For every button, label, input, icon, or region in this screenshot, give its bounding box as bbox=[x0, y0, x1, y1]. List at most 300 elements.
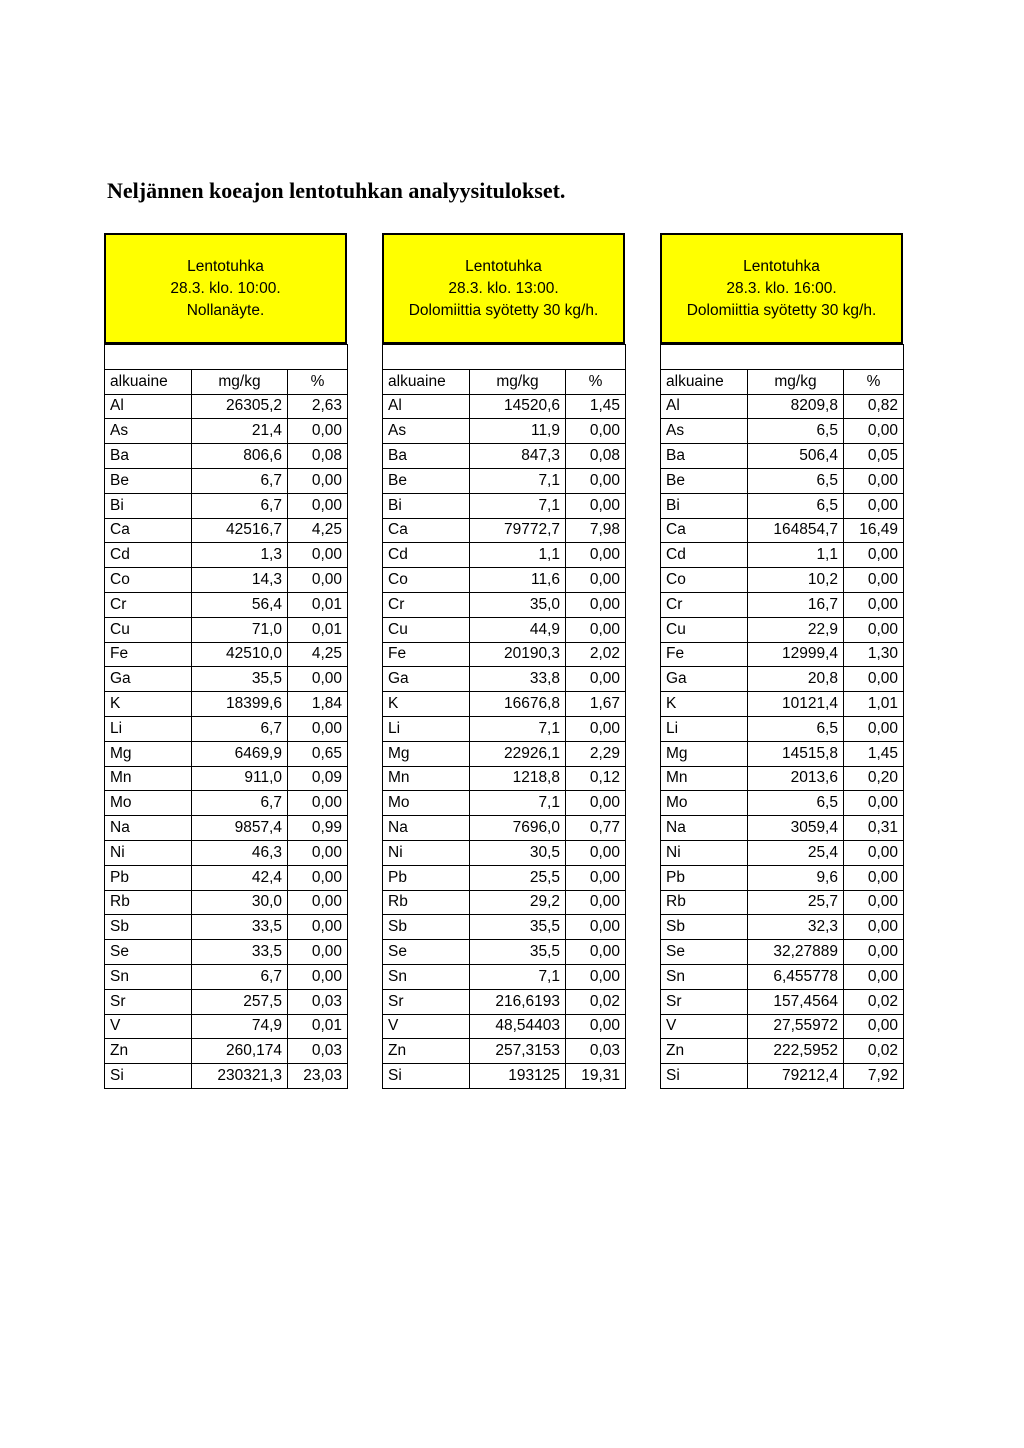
element-cell: Li bbox=[661, 716, 748, 741]
percent-cell: 0,03 bbox=[566, 1039, 626, 1064]
percent-cell: 4,25 bbox=[288, 518, 348, 543]
table-row bbox=[661, 741, 904, 766]
mgkg-cell: 7,1 bbox=[470, 791, 566, 816]
element-cell: Sn bbox=[383, 964, 470, 989]
percent-cell: 0,00 bbox=[844, 915, 904, 940]
table-row bbox=[383, 568, 626, 593]
table-row bbox=[661, 667, 904, 692]
percent-cell: 0,05 bbox=[844, 444, 904, 469]
percent-cell: 1,84 bbox=[288, 692, 348, 717]
element-table bbox=[104, 344, 348, 1089]
element-cell: Co bbox=[105, 568, 192, 593]
element-cell: As bbox=[105, 419, 192, 444]
element-cell: Al bbox=[661, 394, 748, 419]
element-cell: Cr bbox=[105, 592, 192, 617]
table-row bbox=[105, 642, 348, 667]
table-row bbox=[661, 791, 904, 816]
percent-cell: 0,00 bbox=[844, 840, 904, 865]
mgkg-cell: 257,5 bbox=[192, 989, 288, 1014]
percent-cell: 0,00 bbox=[566, 493, 626, 518]
table-row bbox=[383, 468, 626, 493]
element-cell: Rb bbox=[383, 890, 470, 915]
mgkg-cell: 506,4 bbox=[748, 444, 844, 469]
percent-cell: 16,49 bbox=[844, 518, 904, 543]
table-row bbox=[105, 940, 348, 965]
table-row bbox=[105, 568, 348, 593]
percent-cell: 0,00 bbox=[844, 890, 904, 915]
percent-cell: 0,00 bbox=[288, 890, 348, 915]
mgkg-cell: 7,1 bbox=[470, 493, 566, 518]
percent-cell: 0,00 bbox=[844, 617, 904, 642]
spacer bbox=[661, 345, 904, 370]
percent-cell: 0,00 bbox=[288, 419, 348, 444]
percent-cell: 0,31 bbox=[844, 816, 904, 841]
element-cell: Ga bbox=[661, 667, 748, 692]
percent-cell: 0,00 bbox=[566, 419, 626, 444]
element-cell: Ca bbox=[661, 518, 748, 543]
element-cell: Mo bbox=[661, 791, 748, 816]
sample-header-line: 28.3. klo. 13:00. bbox=[448, 279, 559, 297]
mgkg-cell: 10,2 bbox=[748, 568, 844, 593]
table-row bbox=[383, 816, 626, 841]
element-cell: Mg bbox=[661, 741, 748, 766]
table-row bbox=[661, 816, 904, 841]
table-row bbox=[383, 493, 626, 518]
mgkg-cell: 6,7 bbox=[192, 791, 288, 816]
table-row bbox=[661, 468, 904, 493]
element-cell: Sb bbox=[105, 915, 192, 940]
table-row bbox=[105, 915, 348, 940]
mgkg-cell: 9,6 bbox=[748, 865, 844, 890]
element-cell: Se bbox=[661, 940, 748, 965]
table-row bbox=[383, 419, 626, 444]
table-row bbox=[661, 716, 904, 741]
percent-cell: 0,00 bbox=[844, 716, 904, 741]
percent-cell: 0,00 bbox=[288, 543, 348, 568]
element-cell: Mo bbox=[383, 791, 470, 816]
table-row bbox=[661, 617, 904, 642]
element-cell: Be bbox=[105, 468, 192, 493]
percent-cell: 0,00 bbox=[844, 468, 904, 493]
percent-cell: 19,31 bbox=[566, 1064, 626, 1089]
sample-header bbox=[104, 233, 347, 344]
element-cell: Pb bbox=[661, 865, 748, 890]
table-row bbox=[105, 468, 348, 493]
percent-cell: 0,82 bbox=[844, 394, 904, 419]
column-header-pct: % bbox=[844, 369, 904, 394]
table-row bbox=[383, 865, 626, 890]
element-cell: Sr bbox=[105, 989, 192, 1014]
mgkg-cell: 42510,0 bbox=[192, 642, 288, 667]
mgkg-cell: 20190,3 bbox=[470, 642, 566, 667]
percent-cell: 0,00 bbox=[844, 1014, 904, 1039]
results-tables bbox=[0, 233, 1024, 1103]
sample-header-line: 28.3. klo. 16:00. bbox=[726, 279, 837, 297]
table-row bbox=[661, 1064, 904, 1089]
element-cell: Bi bbox=[383, 493, 470, 518]
mgkg-cell: 16676,8 bbox=[470, 692, 566, 717]
mgkg-cell: 25,4 bbox=[748, 840, 844, 865]
table-row bbox=[105, 964, 348, 989]
element-cell: Bi bbox=[661, 493, 748, 518]
column-header-row bbox=[661, 369, 904, 394]
mgkg-cell: 35,0 bbox=[470, 592, 566, 617]
table-row bbox=[105, 816, 348, 841]
element-cell: As bbox=[661, 419, 748, 444]
column-header-pct: % bbox=[288, 369, 348, 394]
percent-cell: 0,02 bbox=[566, 989, 626, 1014]
table-row bbox=[383, 543, 626, 568]
element-cell: Rb bbox=[661, 890, 748, 915]
mgkg-cell: 14520,6 bbox=[470, 394, 566, 419]
percent-cell: 2,02 bbox=[566, 642, 626, 667]
mgkg-cell: 6,5 bbox=[748, 493, 844, 518]
percent-cell: 0,00 bbox=[844, 865, 904, 890]
percent-cell: 7,98 bbox=[566, 518, 626, 543]
percent-cell: 0,01 bbox=[288, 592, 348, 617]
table-row bbox=[105, 741, 348, 766]
element-cell: Fe bbox=[661, 642, 748, 667]
table-row bbox=[661, 568, 904, 593]
percent-cell: 0,02 bbox=[844, 1039, 904, 1064]
table-row bbox=[383, 444, 626, 469]
table-row bbox=[383, 766, 626, 791]
mgkg-cell: 10121,4 bbox=[748, 692, 844, 717]
element-cell: Mn bbox=[661, 766, 748, 791]
mgkg-cell: 21,4 bbox=[192, 419, 288, 444]
table-row bbox=[661, 989, 904, 1014]
mgkg-cell: 8209,8 bbox=[748, 394, 844, 419]
sample-header-line: Nollanäyte. bbox=[186, 301, 265, 319]
mgkg-cell: 230321,3 bbox=[192, 1064, 288, 1089]
table-row bbox=[383, 667, 626, 692]
table-row bbox=[105, 617, 348, 642]
mgkg-cell: 6,5 bbox=[748, 419, 844, 444]
table-row bbox=[383, 840, 626, 865]
element-cell: Fe bbox=[105, 642, 192, 667]
element-cell: Se bbox=[105, 940, 192, 965]
element-cell: Cr bbox=[383, 592, 470, 617]
element-cell: Rb bbox=[105, 890, 192, 915]
table-row bbox=[661, 865, 904, 890]
percent-cell: 0,00 bbox=[566, 915, 626, 940]
element-cell: Si bbox=[661, 1064, 748, 1089]
percent-cell: 7,92 bbox=[844, 1064, 904, 1089]
element-cell: Cd bbox=[383, 543, 470, 568]
mgkg-cell: 7,1 bbox=[470, 716, 566, 741]
sample-header-line: Lentotuhka bbox=[187, 257, 264, 275]
percent-cell: 0,00 bbox=[566, 791, 626, 816]
mgkg-cell: 9857,4 bbox=[192, 816, 288, 841]
table-row bbox=[105, 592, 348, 617]
element-cell: Zn bbox=[383, 1039, 470, 1064]
mgkg-cell: 847,3 bbox=[470, 444, 566, 469]
table-row bbox=[383, 940, 626, 965]
percent-cell: 0,00 bbox=[288, 468, 348, 493]
element-cell: V bbox=[661, 1014, 748, 1039]
element-cell: Pb bbox=[383, 865, 470, 890]
mgkg-cell: 6,455778 bbox=[748, 964, 844, 989]
percent-cell: 0,12 bbox=[566, 766, 626, 791]
mgkg-cell: 16,7 bbox=[748, 592, 844, 617]
table-row bbox=[383, 964, 626, 989]
sample-header-line: Dolomiittia syötetty 30 kg/h. bbox=[408, 301, 599, 319]
percent-cell: 0,08 bbox=[288, 444, 348, 469]
mgkg-cell: 12999,4 bbox=[748, 642, 844, 667]
mgkg-cell: 30,5 bbox=[470, 840, 566, 865]
mgkg-cell: 20,8 bbox=[748, 667, 844, 692]
percent-cell: 0,00 bbox=[566, 617, 626, 642]
mgkg-cell: 7,1 bbox=[470, 964, 566, 989]
mgkg-cell: 6,7 bbox=[192, 468, 288, 493]
element-cell: Ba bbox=[383, 444, 470, 469]
table-row bbox=[661, 419, 904, 444]
mgkg-cell: 35,5 bbox=[192, 667, 288, 692]
mgkg-cell: 6,5 bbox=[748, 791, 844, 816]
percent-cell: 0,00 bbox=[844, 493, 904, 518]
percent-cell: 0,03 bbox=[288, 989, 348, 1014]
element-cell: Bi bbox=[105, 493, 192, 518]
table-row bbox=[661, 1014, 904, 1039]
percent-cell: 0,00 bbox=[566, 890, 626, 915]
table-row bbox=[661, 915, 904, 940]
percent-cell: 0,00 bbox=[566, 667, 626, 692]
table-row bbox=[383, 642, 626, 667]
element-cell: Na bbox=[661, 816, 748, 841]
percent-cell: 0,00 bbox=[288, 493, 348, 518]
mgkg-cell: 56,4 bbox=[192, 592, 288, 617]
element-cell: Mn bbox=[383, 766, 470, 791]
percent-cell: 0,01 bbox=[288, 1014, 348, 1039]
table-row bbox=[661, 543, 904, 568]
mgkg-cell: 30,0 bbox=[192, 890, 288, 915]
element-cell: Ca bbox=[105, 518, 192, 543]
mgkg-cell: 216,6193 bbox=[470, 989, 566, 1014]
mgkg-cell: 48,54403 bbox=[470, 1014, 566, 1039]
mgkg-cell: 3059,4 bbox=[748, 816, 844, 841]
percent-cell: 1,30 bbox=[844, 642, 904, 667]
table-row bbox=[383, 890, 626, 915]
table-row bbox=[105, 791, 348, 816]
percent-cell: 0,00 bbox=[288, 840, 348, 865]
element-cell: Mg bbox=[105, 741, 192, 766]
percent-cell: 0,00 bbox=[566, 1014, 626, 1039]
table-row bbox=[661, 394, 904, 419]
element-cell: Sn bbox=[105, 964, 192, 989]
mgkg-cell: 25,7 bbox=[748, 890, 844, 915]
mgkg-cell: 22926,1 bbox=[470, 741, 566, 766]
mgkg-cell: 74,9 bbox=[192, 1014, 288, 1039]
table-row bbox=[105, 890, 348, 915]
mgkg-cell: 79212,4 bbox=[748, 1064, 844, 1089]
sample-header bbox=[660, 233, 903, 344]
mgkg-cell: 42516,7 bbox=[192, 518, 288, 543]
spacer bbox=[105, 345, 348, 370]
percent-cell: 0,09 bbox=[288, 766, 348, 791]
table-row bbox=[105, 394, 348, 419]
mgkg-cell: 7,1 bbox=[470, 468, 566, 493]
percent-cell: 4,25 bbox=[288, 642, 348, 667]
mgkg-cell: 79772,7 bbox=[470, 518, 566, 543]
table-row bbox=[383, 394, 626, 419]
table-row bbox=[661, 1039, 904, 1064]
column-header-row bbox=[383, 369, 626, 394]
table-row bbox=[105, 493, 348, 518]
percent-cell: 1,67 bbox=[566, 692, 626, 717]
mgkg-cell: 6,7 bbox=[192, 716, 288, 741]
table-row bbox=[383, 1039, 626, 1064]
element-cell: Co bbox=[383, 568, 470, 593]
percent-cell: 0,01 bbox=[288, 617, 348, 642]
percent-cell: 2,29 bbox=[566, 741, 626, 766]
mgkg-cell: 18399,6 bbox=[192, 692, 288, 717]
sample-table-1 bbox=[104, 233, 347, 1089]
mgkg-cell: 46,3 bbox=[192, 840, 288, 865]
mgkg-cell: 27,55972 bbox=[748, 1014, 844, 1039]
percent-cell: 1,45 bbox=[844, 741, 904, 766]
element-cell: Sr bbox=[661, 989, 748, 1014]
element-cell: Cd bbox=[105, 543, 192, 568]
table-row bbox=[661, 493, 904, 518]
mgkg-cell: 1,1 bbox=[748, 543, 844, 568]
percent-cell: 0,00 bbox=[844, 543, 904, 568]
element-cell: Sb bbox=[661, 915, 748, 940]
element-cell: Co bbox=[661, 568, 748, 593]
table-row bbox=[105, 989, 348, 1014]
sample-header-line: Lentotuhka bbox=[743, 257, 820, 275]
element-cell: Li bbox=[383, 716, 470, 741]
sample-header-line: 28.3. klo. 10:00. bbox=[170, 279, 281, 297]
column-header-mgkg: mg/kg bbox=[192, 369, 288, 394]
element-cell: Cr bbox=[661, 592, 748, 617]
table-row bbox=[383, 716, 626, 741]
mgkg-cell: 911,0 bbox=[192, 766, 288, 791]
table-row bbox=[105, 543, 348, 568]
column-header-element: alkuaine bbox=[383, 369, 470, 394]
table-row bbox=[105, 1014, 348, 1039]
table-row bbox=[661, 940, 904, 965]
mgkg-cell: 29,2 bbox=[470, 890, 566, 915]
percent-cell: 0,00 bbox=[288, 667, 348, 692]
table-row bbox=[661, 692, 904, 717]
page-title: Neljännen koeajon lentotuhkan analyysitulokset. bbox=[107, 178, 566, 203]
mgkg-cell: 2013,6 bbox=[748, 766, 844, 791]
table-row bbox=[105, 1064, 348, 1089]
element-cell: Mg bbox=[383, 741, 470, 766]
element-cell: Be bbox=[661, 468, 748, 493]
element-cell: K bbox=[105, 692, 192, 717]
element-cell: V bbox=[105, 1014, 192, 1039]
mgkg-cell: 35,5 bbox=[470, 915, 566, 940]
mgkg-cell: 32,3 bbox=[748, 915, 844, 940]
mgkg-cell: 257,3153 bbox=[470, 1039, 566, 1064]
element-cell: Cu bbox=[383, 617, 470, 642]
table-row bbox=[105, 766, 348, 791]
element-cell: Zn bbox=[105, 1039, 192, 1064]
mgkg-cell: 32,27889 bbox=[748, 940, 844, 965]
mgkg-cell: 33,8 bbox=[470, 667, 566, 692]
table-row bbox=[105, 444, 348, 469]
percent-cell: 0,00 bbox=[566, 543, 626, 568]
table-row bbox=[661, 766, 904, 791]
percent-cell: 0,00 bbox=[288, 716, 348, 741]
sample-header bbox=[382, 233, 625, 344]
percent-cell: 0,77 bbox=[566, 816, 626, 841]
element-table bbox=[382, 344, 626, 1089]
element-cell: Ni bbox=[105, 840, 192, 865]
element-cell: Fe bbox=[383, 642, 470, 667]
table-row bbox=[661, 890, 904, 915]
percent-cell: 0,08 bbox=[566, 444, 626, 469]
element-cell: Be bbox=[383, 468, 470, 493]
element-cell: Na bbox=[383, 816, 470, 841]
element-cell: As bbox=[383, 419, 470, 444]
table-row bbox=[383, 989, 626, 1014]
table-row bbox=[383, 617, 626, 642]
mgkg-cell: 1,1 bbox=[470, 543, 566, 568]
mgkg-cell: 11,9 bbox=[470, 419, 566, 444]
sample-header-line: Dolomiittia syötetty 30 kg/h. bbox=[686, 301, 877, 319]
element-cell: Mo bbox=[105, 791, 192, 816]
table-row bbox=[383, 592, 626, 617]
percent-cell: 0,00 bbox=[844, 964, 904, 989]
spacer bbox=[383, 345, 626, 370]
mgkg-cell: 6,5 bbox=[748, 468, 844, 493]
table-row bbox=[105, 840, 348, 865]
percent-cell: 0,00 bbox=[566, 568, 626, 593]
column-header-element: alkuaine bbox=[105, 369, 192, 394]
sample-table-3 bbox=[660, 233, 903, 1089]
percent-cell: 0,00 bbox=[844, 667, 904, 692]
mgkg-cell: 157,4564 bbox=[748, 989, 844, 1014]
mgkg-cell: 33,5 bbox=[192, 940, 288, 965]
mgkg-cell: 806,6 bbox=[192, 444, 288, 469]
mgkg-cell: 26305,2 bbox=[192, 394, 288, 419]
column-header-pct: % bbox=[566, 369, 626, 394]
mgkg-cell: 222,5952 bbox=[748, 1039, 844, 1064]
table-row bbox=[105, 1039, 348, 1064]
mgkg-cell: 25,5 bbox=[470, 865, 566, 890]
element-cell: Mn bbox=[105, 766, 192, 791]
percent-cell: 0,65 bbox=[288, 741, 348, 766]
mgkg-cell: 193125 bbox=[470, 1064, 566, 1089]
sample-header-line: Lentotuhka bbox=[465, 257, 542, 275]
table-row bbox=[661, 840, 904, 865]
column-header-element: alkuaine bbox=[661, 369, 748, 394]
percent-cell: 0,00 bbox=[566, 468, 626, 493]
percent-cell: 0,00 bbox=[844, 940, 904, 965]
mgkg-cell: 33,5 bbox=[192, 915, 288, 940]
element-cell: Ba bbox=[105, 444, 192, 469]
percent-cell: 0,02 bbox=[844, 989, 904, 1014]
element-cell: Ni bbox=[661, 840, 748, 865]
table-row bbox=[661, 518, 904, 543]
percent-cell: 0,00 bbox=[566, 592, 626, 617]
mgkg-cell: 42,4 bbox=[192, 865, 288, 890]
sample-table-2 bbox=[382, 233, 625, 1089]
table-row bbox=[383, 692, 626, 717]
percent-cell: 1,01 bbox=[844, 692, 904, 717]
mgkg-cell: 6469,9 bbox=[192, 741, 288, 766]
percent-cell: 2,63 bbox=[288, 394, 348, 419]
mgkg-cell: 14,3 bbox=[192, 568, 288, 593]
element-cell: K bbox=[661, 692, 748, 717]
table-row bbox=[105, 419, 348, 444]
mgkg-cell: 22,9 bbox=[748, 617, 844, 642]
element-cell: K bbox=[383, 692, 470, 717]
percent-cell: 0,00 bbox=[288, 915, 348, 940]
mgkg-cell: 71,0 bbox=[192, 617, 288, 642]
